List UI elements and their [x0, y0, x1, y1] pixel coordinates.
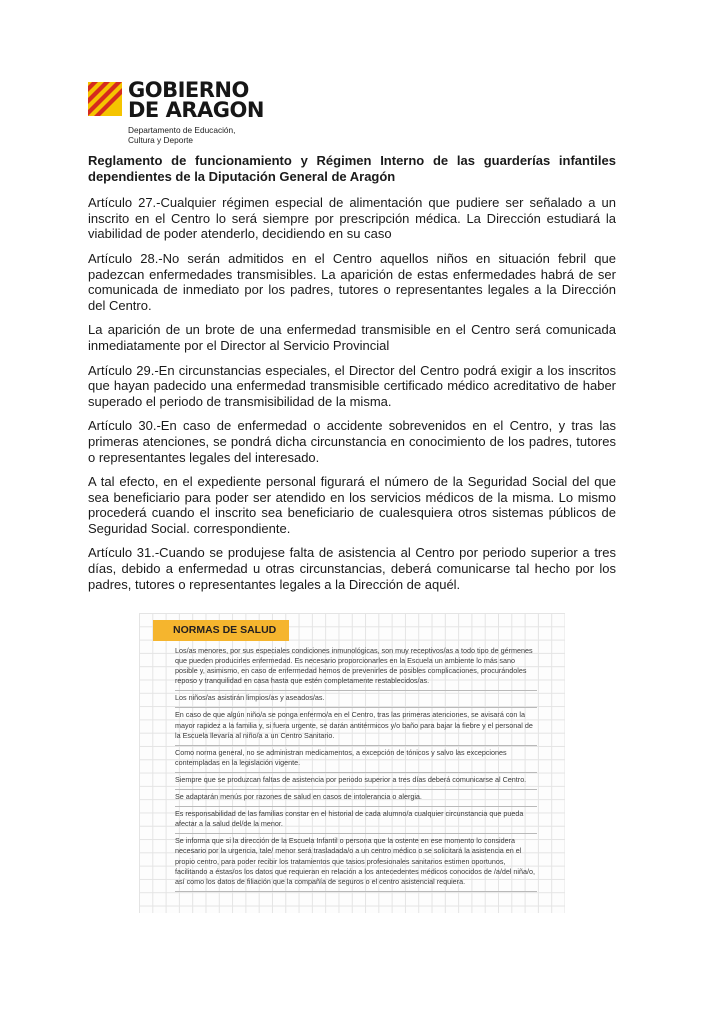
article-31: Artículo 31.-Cuando se produjese falta de asistencia al Centro por periodo superior a tres días, debido a enfermedad u otras circunstancias, deberá comunicarse tal hecho por los padres, tutores o representantes legales a la Dirección de aquél. — [88, 545, 616, 592]
health-rule-item: Los/as menores, por sus especiales condiciones inmunológicas, son muy receptivos/as a todo tipo de gérmenes que pueden producirles enfermedad. Es necesario proporcionarles en la Escuela un ambiente lo más sano posible y, asimismo, en caso de enfermedad hemos de prevenirles de posibles complicaciones, procurándoles reposo y tranquilidad en casa hasta que estén completamente restablecidos/as. — [175, 644, 537, 691]
health-rule-item: Es responsabilidad de las familias constar en el historial de cada alumno/a cualquier circunstancia que pueda afectar a la salud del/de la menor. — [175, 807, 537, 834]
outbreak-paragraph: La aparición de un brote de una enfermedad transmisible en el Centro será comunicada inmediatamente por el Director al Servicio Provincial — [88, 322, 616, 353]
health-rule-item: Se informa que si la dirección de la Escuela Infantil o persona que la ostente en ese momento lo considera necesario por la urgencia, tale/ menor será trasladada/o a un centro médico o se solicitará la asistencia en el propio centro, para poder recibir los tratamientos que tasios profesionales sanitarios estimen oportunos, facilitando a éstas/os los datos que requieran en relación a los antecedentes médicos conocidos de /a/del niña/o, así como los datos de filiación que la compañía de seguros o el centro asistencial requiera. — [175, 834, 537, 891]
logo-line-1: GOBIERNO — [128, 78, 249, 102]
health-rules-heading-badge — [153, 620, 289, 641]
gobierno-de-aragon-logo — [88, 80, 288, 146]
department-name — [128, 125, 235, 145]
logo-wordmark — [128, 80, 264, 120]
social-security-paragraph: A tal efecto, en el expediente personal figurará el número de la Seguridad Social del que sea beneficiario para poder ser atendido en los servicios médicos de la misma. Lo mismo procederá cuando el inscrito sea beneficiario de cualesquiera otros sistemas públicos de Seguridad Social. correspondiente. — [88, 474, 616, 536]
health-rule-item: Como norma general, no se administran medicamentos, a excepción de tónicos y salvo las excepciones contempladas en la legislación vigente. — [175, 746, 537, 773]
health-rule-item: En caso de que algún niño/a se ponga enfermo/a en el Centro, tras las primeras atenciones, se avisará con la mayor rapidez a la familia y, si fuera urgente, se darán antitérmicos y/o baño para bajar la fiebre y el personal de la Escuela llevaría al niño/a a un Centro Sanitario. — [175, 708, 537, 745]
article-28: Artículo 28.-No serán admitidos en el Centro aquellos niños en situación febril que padezcan enfermedades transmisibles. La aparición de estas enfermedades habrá de ser comunicada de inmediato por los padres, tutores o representantes legales a la Dirección del Centro. — [88, 250, 616, 313]
document-title: Reglamento de funcionamiento y Régimen Interno de las guarderías infantiles dependientes de la Diputación General de Aragón — [88, 153, 616, 184]
article-30: Artículo 30.-En caso de enfermedad o accidente sobrevenidos en el Centro, y tras las primeras atenciones, se pondrá dicha circunstancia en conocimiento de los padres, tutores o representantes legales del interesado. — [88, 418, 616, 465]
department-line-1: Departamento de Educación, — [128, 125, 236, 135]
article-27: Artículo 27.-Cualquier régimen especial de alimentación que pudiere ser señalado a un inscrito en el Centro lo será siempre por prescripción médica. La Dirección estudiará la viabilidad de poder atenderlo, decidiendo en su caso — [88, 195, 616, 242]
health-rule-item: Siempre que se produzcan faltas de asistencia por periodo superior a tres días deberá comunicarse al Centro. — [175, 773, 537, 790]
department-line-2: Cultura y Deporte — [128, 135, 194, 145]
health-rules-list — [175, 644, 537, 892]
aragon-flag-icon — [88, 82, 122, 116]
health-rule-item: Los niños/as asistirán limpios/as y aseados/as. — [175, 691, 537, 708]
regulation-text — [88, 153, 616, 601]
health-rule-item: Se adaptarán menús por razones de salud en casos de intolerancia o alergia. — [175, 790, 537, 807]
article-29: Artículo 29.-En circunstancias especiales, el Director del Centro podrá exigir a los inscritos que hayan padecido una enfermedad transmisible certificado médico acreditativo de haber superado el periodo de transmisibilidad de la misma. — [88, 362, 616, 409]
logo-line-2: DE ARAGON — [128, 98, 264, 122]
health-rules-heading: NORMAS DE SALUD — [173, 624, 277, 636]
